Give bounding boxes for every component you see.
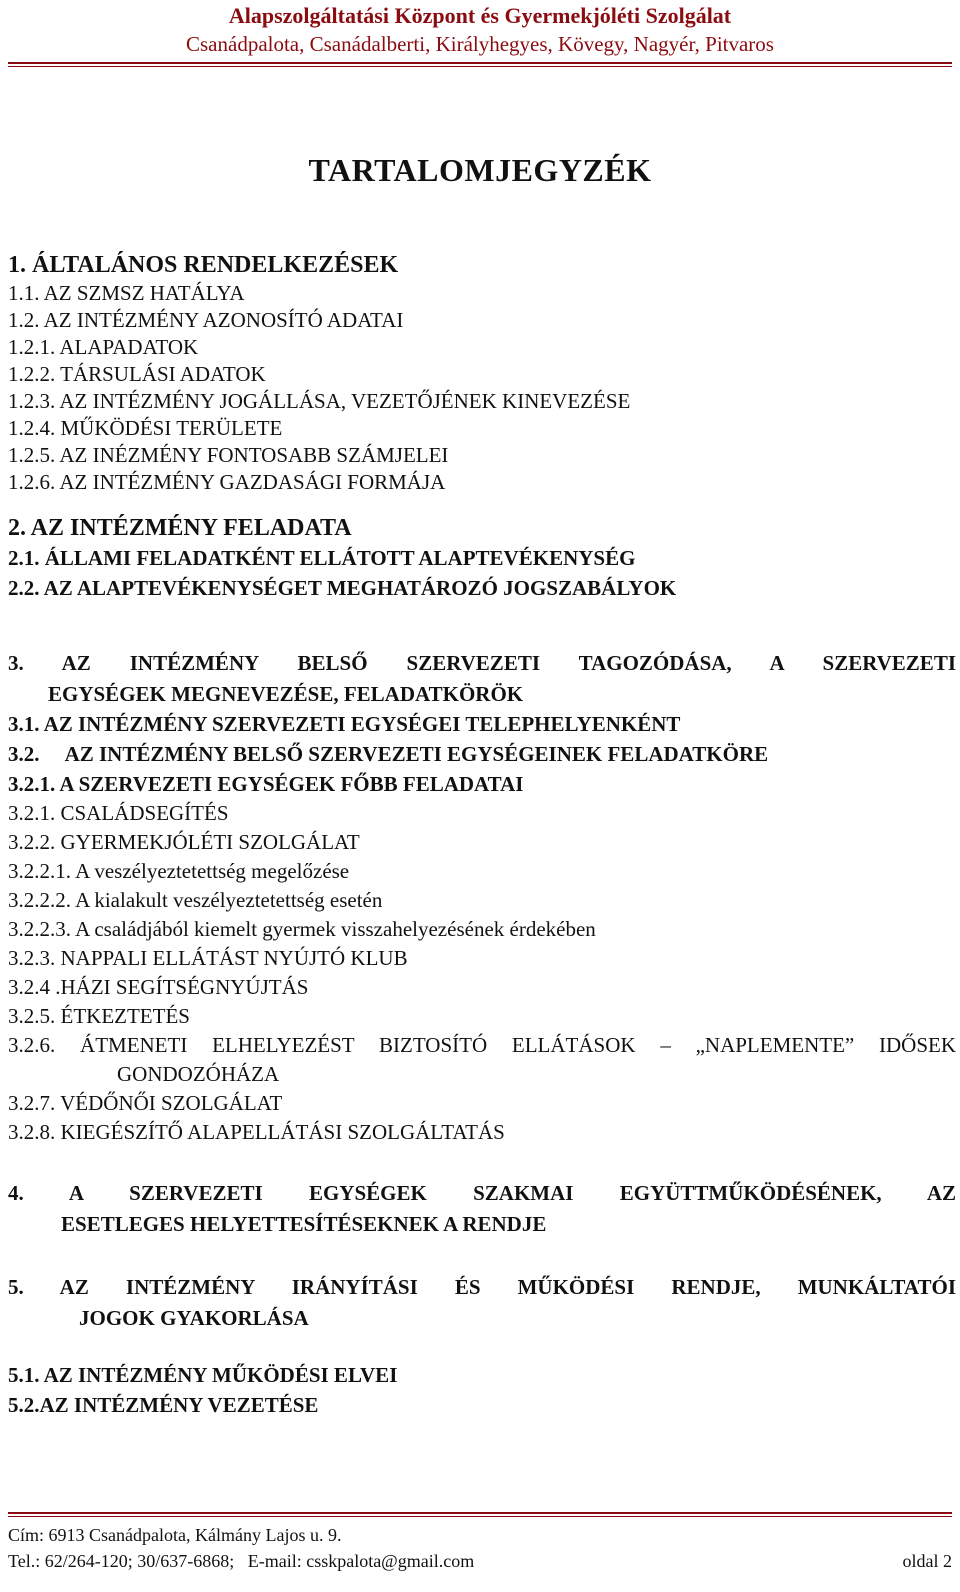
toc-entry-3-2-7: 3.2.7. VÉDŐNŐI SZOLGÁLAT [8, 1091, 283, 1115]
toc-entry-3-2-2: 3.2.2. GYERMEKJÓLÉTI SZOLGÁLAT [8, 830, 360, 854]
toc-entry-3-2-8: 3.2.8. KIEGÉSZÍTŐ ALAPELLÁTÁSI SZOLGÁLTATÁS [8, 1120, 505, 1144]
page-header [0, 2, 960, 58]
toc-entry-2: 2. AZ INTÉZMÉNY FELADATA [8, 515, 352, 541]
table-of-contents [8, 250, 956, 1420]
toc-entry-2-2: 2.2. AZ ALAPTEVÉKENYSÉGET MEGHATÁROZÓ JOGSZABÁLYOK [8, 576, 677, 600]
toc-entry-1-2-6: 1.2.6. AZ INTÉZMÉNY GAZDASÁGI FORMÁJA [8, 470, 446, 494]
toc-entry-1-2-1: 1.2.1. ALAPADATOK [8, 335, 199, 359]
toc-entry-3-1: 3.1. AZ INTÉZMÉNY SZERVEZETI EGYSÉGEI TELEPHELYENKÉNT [8, 712, 681, 736]
toc-entry-3-2-2-3: 3.2.2.3. A családjából kiemelt gyermek visszahelyezésének érdekében [8, 917, 596, 941]
page-number: oldal 2 [902, 1551, 952, 1571]
toc-entry-3-2-5: 3.2.5. ÉTKEZTETÉS [8, 1004, 190, 1028]
toc-entry-5-cont: JOGOK GYAKORLÁSA [79, 1306, 309, 1330]
toc-entry-3-2-1: 3.2.1. CSALÁDSEGÍTÉS [8, 801, 229, 825]
document-title: TARTALOMJEGYZÉK [308, 152, 652, 188]
toc-entry-3-2-1-main: 3.2.1. A SZERVEZETI EGYSÉGEK FŐBB FELADATAI [8, 772, 524, 796]
toc-entry-4: 4. A SZERVEZETI EGYSÉGEK SZAKMAI EGYÜTTMŰKÖDÉSÉNEK, AZ [8, 1181, 956, 1205]
toc-entry-1-2-5: 1.2.5. AZ INÉZMÉNY FONTOSABB SZÁMJELEI [8, 443, 449, 467]
toc-entry-3-2-3: 3.2.3. NAPPALI ELLÁTÁST NYÚJTÓ KLUB [8, 946, 408, 970]
page-footer [8, 1522, 952, 1574]
toc-entry-1-2: 1.2. AZ INTÉZMÉNY AZONOSÍTÓ ADATAI [8, 308, 404, 332]
toc-entry-1-2-3: 1.2.3. AZ INTÉZMÉNY JOGÁLLÁSA, VEZETŐJÉNEK KINEVEZÉSE [8, 389, 631, 413]
toc-entry-5-2: 5.2.AZ INTÉZMÉNY VEZETÉSE [8, 1393, 319, 1417]
toc-entry-1-1: 1.1. AZ SZMSZ HATÁLYA [8, 281, 245, 305]
toc-entry-3-cont: EGYSÉGEK MEGNEVEZÉSE, FELADATKÖRÖK [48, 682, 524, 706]
header-settlements: Csanádpalota, Csanádalberti, Királyhegyes, Kövegy, Nagyér, Pitvaros [186, 32, 774, 56]
toc-entry-1: 1. ÁLTALÁNOS RENDELKEZÉSEK [8, 252, 399, 278]
toc-entry-3: 3. AZ INTÉZMÉNY BELSŐ SZERVEZETI TAGOZÓDÁSA, A SZERVEZETI [8, 651, 956, 675]
header-divider [8, 62, 952, 67]
toc-entry-5: 5. AZ INTÉZMÉNY IRÁNYÍTÁSI ÉS MŰKÖDÉSI RENDJE, MUNKÁLTATÓI [8, 1275, 956, 1299]
toc-entry-3-2: 3.2. AZ INTÉZMÉNY BELSŐ SZERVEZETI EGYSÉGEINEK FELADATKÖRE [8, 742, 769, 766]
footer-contact: Tel.: 62/264-120; 30/637-6868; E-mail: csskpalota@gmail.com [8, 1551, 475, 1571]
toc-entry-1-2-4: 1.2.4. MŰKÖDÉSI TERÜLETE [8, 416, 283, 440]
footer-address: Cím: 6913 Csanádpalota, Kálmány Lajos u. 9. [8, 1525, 342, 1545]
toc-entry-1-2-2: 1.2.2. TÁRSULÁSI ADATOK [8, 362, 266, 386]
toc-entry-3-2-6: 3.2.6. ÁTMENETI ELHELYEZÉST BIZTOSÍTÓ ELLÁTÁSOK – „NAPLEMENTE” IDŐSEK [8, 1033, 956, 1057]
toc-entry-3-2-6-cont: GONDOZÓHÁZA [117, 1062, 280, 1086]
toc-entry-3-2-2-2: 3.2.2.2. A kialakult veszélyeztetettség esetén [8, 888, 383, 912]
toc-entry-5-1: 5.1. AZ INTÉZMÉNY MŰKÖDÉSI ELVEI [8, 1363, 398, 1387]
toc-entry-2-1: 2.1. ÁLLAMI FELADATKÉNT ELLÁTOTT ALAPTEVÉKENYSÉG [8, 546, 636, 570]
toc-entry-3-2-4: 3.2.4 .HÁZI SEGÍTSÉGNYÚJTÁS [8, 975, 309, 999]
toc-entry-3-2-2-1: 3.2.2.1. A veszélyeztetettség megelőzése [8, 859, 350, 883]
header-org-name: Alapszolgáltatási Központ és Gyermekjóléti Szolgálat [228, 3, 732, 28]
toc-entry-4-cont: ESETLEGES HELYETTESÍTÉSEKNEK A RENDJE [61, 1212, 547, 1236]
footer-divider [8, 1512, 952, 1517]
